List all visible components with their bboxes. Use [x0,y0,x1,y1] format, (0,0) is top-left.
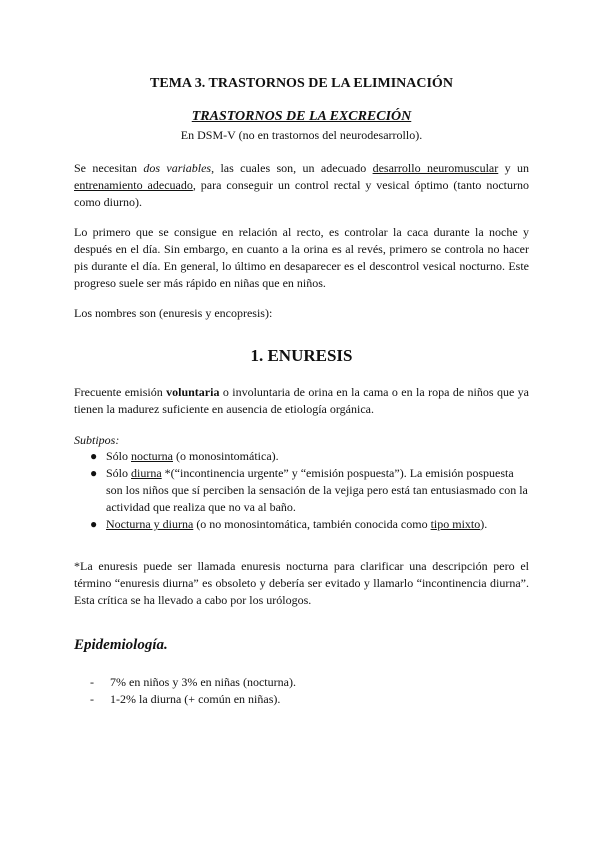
list-item-text: 7% en niños y 3% en niñas (nocturna). [110,675,296,689]
bullet-icon: ● [90,517,98,531]
subtipos-list [74,448,529,533]
list-item [74,516,529,533]
text: Sólo [106,449,132,463]
section-subtitle: En DSM-V (no en trastornos del neurodesarrollo). [180,128,423,142]
list-item [74,448,529,465]
epidemiologia-heading: Epidemiología. [74,637,168,653]
epidemiologia-list [74,674,529,708]
underlined-text: diurna [131,466,162,480]
bold-text: voluntaria [166,385,220,399]
bullet-icon: ● [90,449,98,463]
underlined-text: entrenamiento adecuado [74,178,193,192]
text: , las cuales son, un adecuado [211,161,373,175]
underlined-text: tipo mixto [430,517,481,531]
text: (o monosintomática). [173,449,279,463]
paragraph-definition [74,384,529,418]
dash-icon: - [90,692,94,706]
list-item [74,674,529,691]
paragraph-nombres: Los nombres son (enuresis y encopresis): [74,306,273,320]
paragraph-variables [74,160,529,211]
section-heading-excrecion: TRASTORNOS DE LA EXCRECIÓN [191,109,412,124]
underlined-text: nocturna [131,449,173,463]
text: ). [480,517,488,531]
text: Frecuente emisión [74,385,167,399]
section-heading-enuresis: 1. ENURESIS [250,346,353,365]
list-item-text: 1-2% la diurna (+ común en niñas). [110,692,281,706]
text: *(“incontinencia urgente” y “emisión pospuesta”). La emisión pospuesta son los niños que sí perciben la sensación de la vejiga pero está tan entusiasmado con la actividad que realiza que no va al baño. [106,466,528,514]
text: (o no monosintomática, también conocida como [193,517,431,531]
text: Sólo [106,466,132,480]
paragraph-control: Lo primero que se consigue en relación al recto, es controlar la caca durante la noche y después en el día. Sin embargo, en cuanto a la orina es al revés, primero se controla no hacer pis durante el día. En general, lo último en desaparecer es el descontrol vesical nocturno. Este progreso suele ser más rápido en niñas que en niños. [74,225,529,290]
list-item [74,691,529,708]
underlined-text: Nocturna y diurna [106,517,194,531]
bullet-icon: ● [90,466,98,480]
text: o involuntaria de orina en la cama o en la ropa de niños que ya tienen la madurez suficiente en ausencia de etiología orgánica. [74,385,529,416]
text: y un [498,161,529,175]
subtipos-label: Subtipos: [74,433,120,447]
paragraph-note: *La enuresis puede ser llamada enuresis nocturna para clarificar una descripción pero el término “enuresis diurna” es obsoleto y debería ser evitado y llamarlo “incontinencia diurna”. Esta crítica se ha llevado a cabo por los urólogos. [74,559,529,607]
text: , para conseguir un control rectal y vesical óptimo (tanto nocturno como diurno). [74,178,529,209]
document-title: TEMA 3. TRASTORNOS DE LA ELIMINACIÓN [150,76,453,91]
list-item [74,465,529,516]
text: Se necesitan [74,161,144,175]
emphasis-text: dos variables [143,161,212,175]
underlined-text: desarrollo neuromuscular [372,161,499,175]
dash-icon: - [90,675,94,689]
